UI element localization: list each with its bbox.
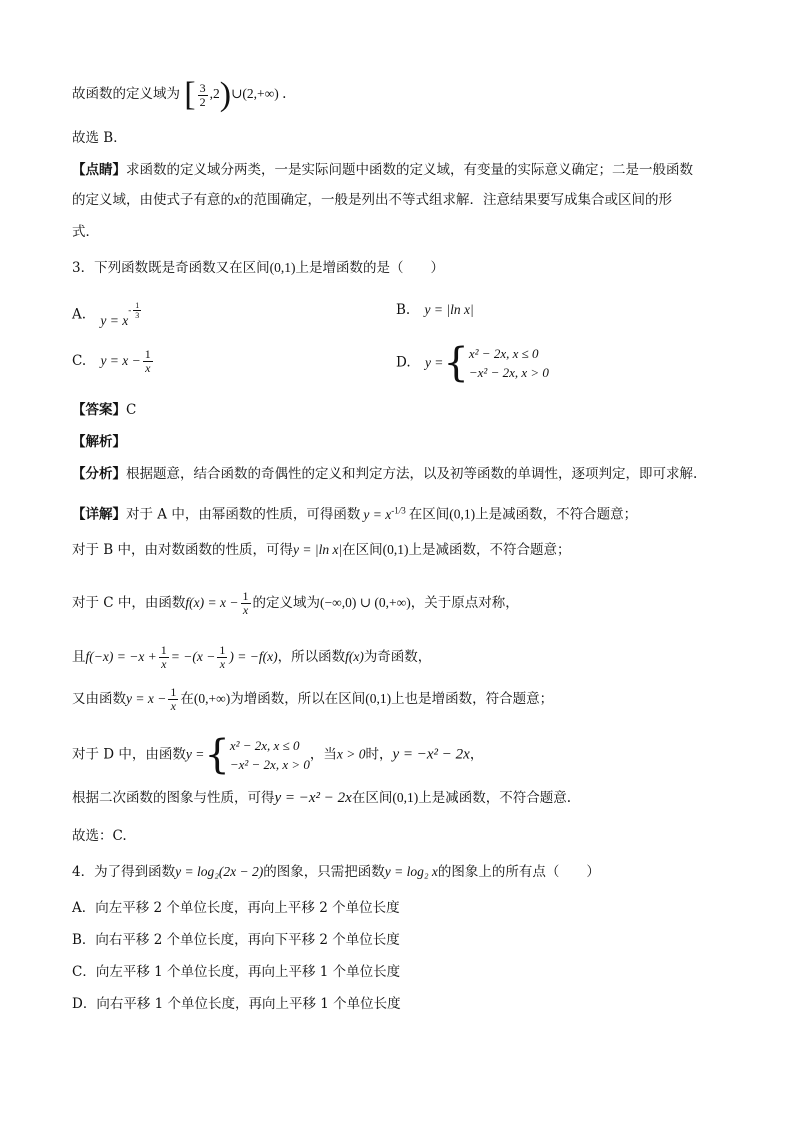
detail-c3-text2: 在 <box>180 691 194 707</box>
detail-d-text2: ，当 <box>309 746 337 763</box>
frac-den: x <box>170 699 176 713</box>
q3-stem-a: 3．下列函数既是奇函数又在区间 <box>72 260 270 276</box>
option-label: C. <box>72 353 87 369</box>
comment-text1: 求函数的定义域分两类，一是实际问题中函数的定义域，有变量的实际意义确定；二是一般函数 <box>126 162 693 178</box>
frac-den: x <box>161 657 167 671</box>
detail-d-expr: y = −x² − 2x <box>392 746 470 763</box>
comment-line3: 式． <box>72 224 99 240</box>
detail-c3-text: 又由函数 <box>72 691 126 707</box>
detail-a-expr: $y = x^{-1/3}$ <box>363 505 406 522</box>
q3-option-a <box>72 300 143 328</box>
detail-c1 <box>72 590 519 617</box>
opt-a-exp-num: 1 <box>135 301 140 311</box>
option-label: D. <box>396 354 411 371</box>
piece-2: −x² − 2x, x > 0 <box>468 365 549 380</box>
interval: (0,1) <box>392 790 419 805</box>
detail-a-exp-den: 3 <box>401 505 406 515</box>
option-d-y: y = <box>424 354 444 370</box>
analysis-tag: 【解析】 <box>72 434 126 450</box>
comment-text2a: 的定义域，由使式子有意的 <box>72 192 234 208</box>
detail-c3-int: (0,+∞) <box>193 691 231 706</box>
detail-a-base: y = x <box>363 506 392 522</box>
detail-c3-text4: 上也是增函数，符合题意； <box>391 691 554 707</box>
q3-answer <box>72 400 136 420</box>
detail-d-y: y = <box>185 746 205 762</box>
fenxi-text: 根据题意，结合函数的奇偶性的定义和判定方法，以及初等函数的单调性，逐项判定，即可求解. <box>126 466 698 482</box>
q4-expr2: y = log₂ x <box>384 864 438 879</box>
piecewise <box>469 344 549 382</box>
detail-b-text2: 在区间 <box>342 542 383 558</box>
detail-tag: 【详解】 <box>72 506 126 523</box>
q3-stem-b: 上是增函数的是（ ） <box>295 260 444 276</box>
q3-interval: (0,1) <box>269 260 296 275</box>
comment-text2b: 的范围确定，一般是列出不等式组求解．注意结果要写成集合或区间的形 <box>240 192 672 208</box>
q3-option-d: D. y ={ x² − 2x, x ≤ 0 −x² − 2x, x > 0 <box>396 340 549 386</box>
q3-option-c <box>72 348 155 375</box>
detail-d-text3: 时， <box>365 746 393 763</box>
detail-a-text2: 在区间 <box>408 506 450 523</box>
piecewise <box>230 736 310 774</box>
detail-c3-expr: y = x − <box>126 691 167 706</box>
frac-num: 1 <box>242 589 249 603</box>
frac-den: x <box>242 603 249 617</box>
comment-line2 <box>72 190 672 210</box>
detail-a-exp-num: 1 <box>394 505 399 515</box>
frac-num: 1 <box>144 347 151 361</box>
opt-a-exp-den: 3 <box>135 311 140 321</box>
detail-b-text: 对于 B 中，由对数函数的性质，可得 <box>72 542 294 558</box>
detail-c2-fx: f(x) <box>345 649 364 664</box>
detail-a-text3: 上是减函数，不符合题意； <box>475 506 638 523</box>
fenxi-tag: 【分析】 <box>72 466 126 482</box>
detail-e-expr: y = −x² − 2x <box>274 790 352 806</box>
q4-expr1: y = log₂(2x − 2) <box>175 864 264 879</box>
piece-1: x² − 2x, x ≤ 0 <box>229 738 300 753</box>
piece-2: −x² − 2x, x > 0 <box>229 757 310 772</box>
detail-c2-text3: 为奇函数， <box>363 649 432 665</box>
q3-fenxi <box>72 464 697 484</box>
q4-stem <box>72 862 600 882</box>
frac-den: x <box>219 657 226 671</box>
detail-d-end: ， <box>469 746 484 763</box>
frac-num: 3 <box>199 80 206 95</box>
var-x: x <box>234 192 240 207</box>
detail-c2-expr1: f(−x) = −x + <box>85 649 157 664</box>
q4-option-c: C．向左平移 1 个单位长度，再向上平移 1 个单位长度 <box>72 964 401 980</box>
comment-tag: 【点睛】 <box>72 162 126 178</box>
detail-c2-expr2: = −(x − <box>170 649 216 664</box>
domain-rest: ,2 <box>209 86 220 102</box>
detail-b-text3: 上是减函数，不符合题意； <box>408 542 571 558</box>
comment-line1 <box>72 160 693 180</box>
option-b-expr: y = |ln x| <box>424 302 474 317</box>
detail-c3 <box>72 686 553 713</box>
detail-b <box>72 540 571 560</box>
detail-c2-text2: ，所以函数 <box>277 649 346 665</box>
interval: (0,1) <box>449 506 476 522</box>
detail-c2-text: 且 <box>72 649 86 665</box>
detail-a <box>72 500 637 525</box>
detail-d-cond: x > 0 <box>336 746 366 762</box>
frac-num: 1 <box>170 685 177 699</box>
detail-c2-expr3: ) = −f(x) <box>229 649 278 664</box>
domain-union: ∪(2,+∞) <box>231 86 279 102</box>
detail-e-text3: 上是减函数，不符合题意. <box>418 790 572 806</box>
frac-num: 1 <box>160 643 167 657</box>
q4-option-d: D．向右平移 1 个单位长度，再向上平移 1 个单位长度 <box>72 996 401 1012</box>
option-a-expr <box>100 301 143 328</box>
detail-a-text: 对于 A 中，由幂函数的性质，可得函数 <box>126 506 361 523</box>
opt-a-exp-sign: - <box>128 305 132 315</box>
q4-option-a: A．向左平移 2 个单位长度，再向上平移 2 个单位长度 <box>72 900 400 916</box>
detail-d: 对于 D 中，由函数y ={ x² − 2x, x ≤ 0 −x² − 2x, x > 0 ，当x > 0时，y = −x² − 2x， <box>72 732 484 778</box>
detail-c1-domain: (−∞,0) ∪ (0,+∞) <box>320 595 411 610</box>
detail-d-text: 对于 D 中，由函数 <box>72 746 186 763</box>
opt-a-base: y = x <box>100 312 129 328</box>
interval: (0,1) <box>382 542 409 557</box>
option-label: B. <box>396 302 411 318</box>
detail-e-text2: 在区间 <box>351 790 393 806</box>
frac-num: 1 <box>219 643 226 657</box>
domain-conclusion <box>72 76 287 113</box>
frac-den: x <box>145 361 151 375</box>
q4-stem-c: 的图象上的所有点（ ） <box>437 864 600 880</box>
detail-c2 <box>72 644 431 671</box>
q3-choose: 故选：C. <box>72 828 127 844</box>
q4-stem-b: 的图象，只需把函数 <box>263 864 385 880</box>
q2-choose: 故选 B． <box>72 130 127 146</box>
interval: (0,1) <box>365 691 392 706</box>
detail-c1-text3: ，关于原点对称， <box>410 595 519 611</box>
domain-end: . <box>282 86 287 103</box>
detail-c1-text2: 的定义域为 <box>252 595 320 611</box>
option-label: A. <box>72 306 87 323</box>
frac-den: 2 <box>199 94 206 109</box>
domain-interval: [ $\frac{3}{2}$ ,2)∪(2,+∞) <box>184 76 279 113</box>
detail-c1-text: 对于 C 中，由函数 <box>72 595 186 611</box>
answer-value: C <box>126 402 137 418</box>
detail-b-expr: y = |ln x| <box>293 542 343 557</box>
detail-c3-text3: 为增函数，所以在区间 <box>230 691 366 707</box>
option-c-expr: y = x − <box>100 353 141 368</box>
q3-stem <box>72 258 444 278</box>
detail-e-text: 根据二次函数的图象与性质，可得 <box>72 790 275 806</box>
answer-tag: 【答案】 <box>72 402 126 418</box>
detail-c1-f: f(x) = x − <box>185 595 239 610</box>
q4-stem-a: 4．为了得到函数 <box>72 864 176 880</box>
piece-1: x² − 2x, x ≤ 0 <box>468 346 539 361</box>
detail-a-exp-sign: - <box>391 505 395 515</box>
q4-option-b: B．向右平移 2 个单位长度，再向下平移 2 个单位长度 <box>72 932 400 948</box>
q3-option-b <box>396 300 474 320</box>
detail-e <box>72 788 571 808</box>
domain-text: 故函数的定义域为 <box>72 86 180 103</box>
